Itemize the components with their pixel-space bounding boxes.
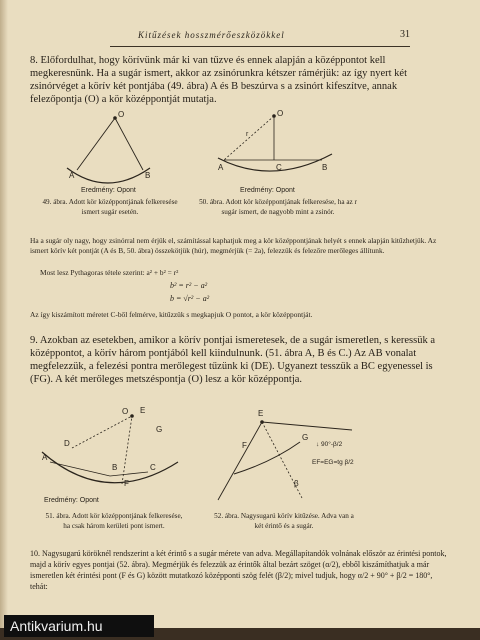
fig51-label-g: G: [156, 425, 163, 434]
fig52-label-g: G: [302, 433, 309, 442]
fig51-label-b: B: [112, 463, 118, 472]
fig51-arc: [42, 452, 178, 483]
section-8-paragraph: 8. Előfordulhat, hogy körívünk már ki van tűzve és ennek alapján a középpontot kell megkeresnünk. Ha a sugár ismert, akkor az zsinórunkra kétszer rámérjük: az így nyert két zsinórvéget a körív két pontjába (49. ábra) A és B beszúrva s a zsinórt kifeszítve, annak felezőpontja (O) a kör középpontját mutatja.: [30, 55, 407, 105]
fig50-label-c: C: [276, 163, 282, 172]
fig49-result-label: Eredmény: Opont: [81, 187, 136, 194]
equation-b-squared: b² = r² − a²: [170, 281, 208, 290]
fig49-arc: [67, 168, 150, 183]
fig50-label-b: B: [322, 163, 328, 172]
fig52-tangent-right: [262, 422, 352, 430]
fig51-label-f: F: [124, 479, 129, 488]
fig50-point-o: [272, 114, 276, 118]
fig51-chord-bc: [110, 472, 148, 476]
fig52-point-e: [260, 420, 264, 424]
fig51-label-a: A: [42, 453, 48, 462]
fig52-formula: EF=EG=tg β/2: [312, 459, 354, 466]
fig51-label-o: O: [122, 407, 129, 416]
fig49-label-a: A: [69, 171, 75, 180]
figure-51-diagram: [36, 404, 186, 506]
running-title: Kitűzések hosszmérőeszközökkel: [138, 30, 285, 40]
fig51-line-de: [72, 416, 132, 448]
fig52-tangent-left: [218, 422, 262, 500]
antikvarium-watermark: Antikvarium.hu: [4, 615, 154, 637]
fig51-label-e: E: [140, 406, 146, 415]
figure-52-caption: 52. ábra. Nagysugarú körív kitűzése. Adva van a két érintő és a sugár.: [214, 512, 354, 530]
figure-49-diagram: [55, 108, 165, 196]
figure-51-caption: 51. ábra. Adott kör középpontjának felkeresése, ha csak három kerületi pont ismert.: [45, 512, 183, 530]
fig49-string-left: [77, 118, 115, 170]
fig51-label-d: D: [64, 439, 70, 448]
small-paragraph-1: Ha a sugár oly nagy, hogy zsinórral nem érjük el, számítással kaphatjuk meg a kör középpontjának helyét s ennek alapján kitűzhetjük. Az ismert körív két pontját (A és B, 50. ábra) összekötjük (húr), megmérjük (= 2a), felezzük és felezőre merőleges állítunk.: [30, 236, 437, 256]
fig51-point-o: [130, 414, 134, 418]
fig51-chord-ab: [50, 462, 110, 476]
page-number: 31: [400, 29, 410, 40]
small-paragraph-2: Az így kiszámított méretet C-ből felmérve, kitűzzük s megkapjuk O pontot, a kör középpontját.: [30, 310, 313, 319]
fig51-label-c: C: [150, 463, 156, 472]
fig50-result-label: Eredmény: Opont: [240, 187, 295, 194]
fig52-label-f: F: [242, 441, 247, 450]
fig52-angle-note: ↓ 90°-β/2: [316, 441, 343, 448]
section-10-paragraph: 10. Nagysugarú köröknél rendszerint a két érintő s a sugár mérete van adva. Megállapítandók volnának először az érintési pontok, majd a körív egyes pontjai (52. ábra). Megmérjük és felezzük az érintők által bezárt szöget (α/2), ebből kiszámíthatjuk a már ismeretlen két érintési pont (F és G) között mutatkozó középponti szög felét (β/2); mivel tudjuk, hogy α/2 + 90° + β/2 = 180°, tehát:: [30, 549, 447, 591]
running-header: [110, 26, 410, 47]
fig49-string-right: [115, 118, 143, 170]
fig49-label-b: B: [145, 171, 151, 180]
fig52-label-e: E: [258, 409, 264, 418]
fig49-label-o: O: [118, 110, 125, 119]
equation-b: b = √r² − a²: [170, 294, 210, 303]
fig50-arc: [218, 154, 332, 171]
fig52-label-beta: β: [294, 479, 299, 488]
fig51-result-label: Eredmény: Opont: [44, 497, 99, 504]
figure-52-diagram: [212, 402, 362, 506]
figure-50-caption: 50. ábra. Adott kör középpontjának felkeresése, ha az r sugár ismert, de nagyobb mint a zsinór.: [199, 198, 357, 216]
fig50-label-a: A: [218, 163, 224, 172]
figure-50-diagram: [210, 108, 340, 196]
fig50-label-r: r: [246, 131, 249, 138]
fig49-point-o: [113, 116, 117, 120]
fig50-label-o: O: [277, 109, 284, 118]
page-spine-shadow: [0, 0, 8, 640]
pythagoras-line: Most lesz Pythagoras tétele szerint: a² + b² = r²: [40, 268, 179, 277]
section-9-paragraph: 9. Azokban az esetekben, amikor a körív pontjai ismeretesek, de a sugár ismeretlen, s keressük a középpontot, a körív három pontjából kell kiindulnunk. (51. ábra A, B és C.) Az AB vonalat megfelezzük, a felezési pontra merőlegest tűzünk ki (DE). Ugyanezt tesszük a BC egyenessel is (FG). A két merőleges metszéspontja (O) lesz a kör középpontja.: [30, 335, 435, 385]
figure-49-caption: 49. ábra. Adott kör középpontjának felkeresése ismert sugár esetén.: [42, 198, 178, 216]
fig50-radius: [224, 116, 274, 160]
